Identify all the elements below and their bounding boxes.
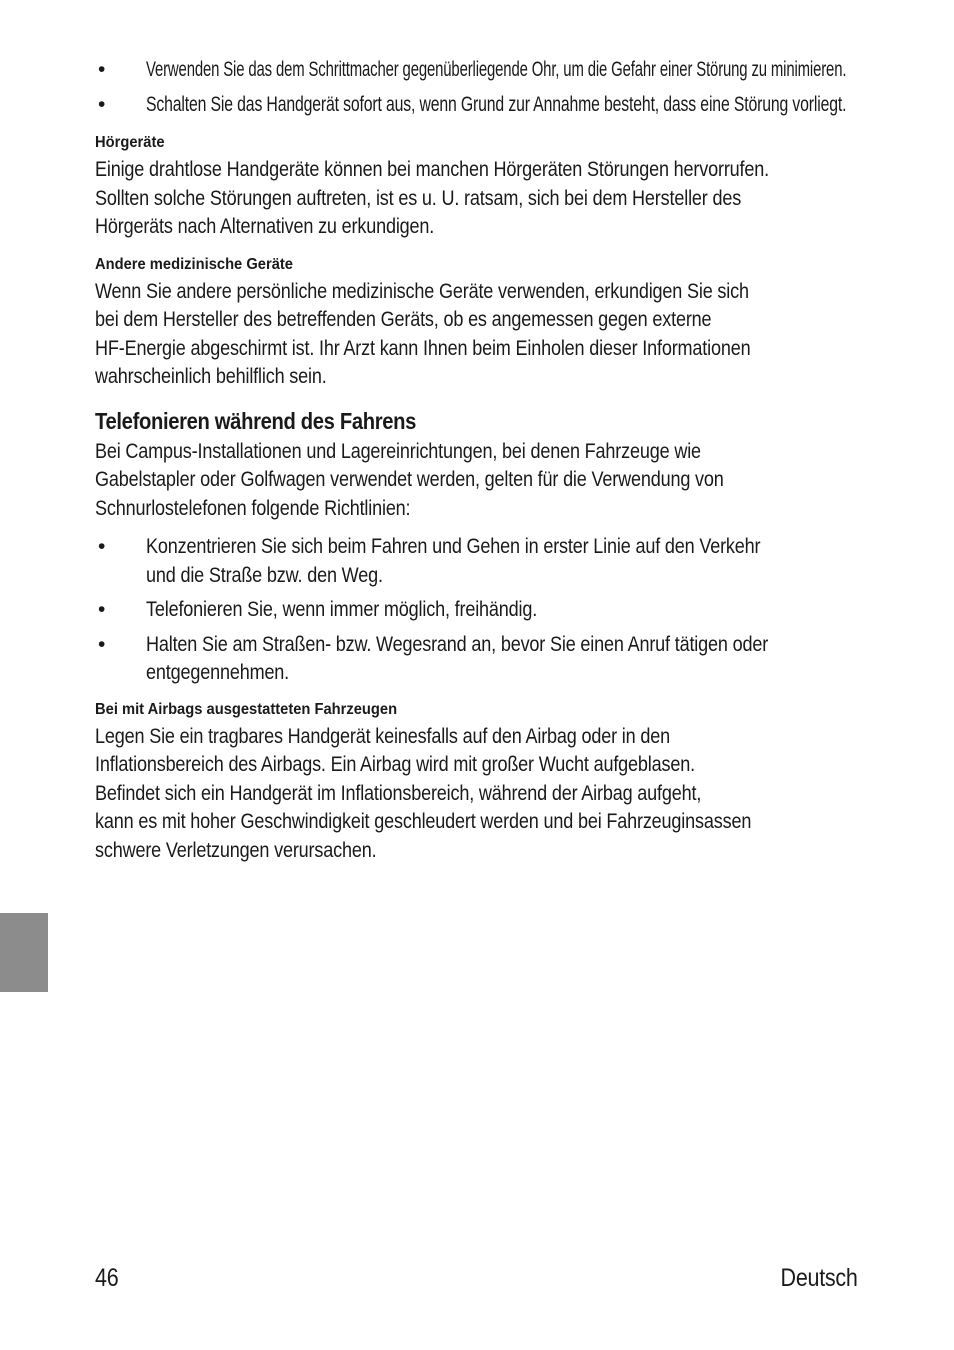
list-item (95, 533, 865, 590)
list-item (95, 91, 865, 120)
paragraph-line: Bei Campus-Installationen und Lagereinrichtungen, bei denen Fahrzeuge wie (95, 439, 701, 463)
airbags-paragraph (95, 723, 865, 866)
paragraph-line: bei dem Hersteller des betreffenden Geräts, ob es angemessen gegen externe (95, 308, 712, 331)
bullet-line: und die Straße bzw. den Weg. (146, 563, 383, 587)
paragraph-line: Einige drahtlose Handgeräte können bei manchen Hörgeräten Störungen hervorrufen. (95, 158, 769, 181)
bullet-symbol: • (98, 535, 106, 558)
page-number: 46 (95, 1264, 119, 1292)
intro-bullet-list (95, 56, 865, 119)
fahren-section-title: Telefonieren während des Fahrens (95, 407, 417, 434)
list-item (95, 596, 865, 625)
paragraph-line: Befindet sich ein Handgerät im Inflationsbereich, während der Airbag aufgeht, (95, 781, 702, 805)
chapter-side-tab (0, 913, 48, 992)
footer-language: Deutsch (780, 1264, 858, 1292)
paragraph-line: Sollten solche Störungen auftreten, ist es u. U. ratsam, sich bei dem Hersteller des (95, 186, 742, 210)
bullet-symbol: • (98, 92, 106, 116)
list-item (95, 56, 865, 85)
paragraph-line: wahrscheinlich behilflich sein. (95, 365, 327, 388)
bullet-line: Halten Sie am Straßen- bzw. Wegesrand an, bevor Sie einen Anruf tätigen oder (146, 632, 769, 656)
bullet-line: Konzentrieren Sie sich beim Fahren und Gehen in erster Linie auf den Verkehr (146, 535, 761, 558)
hoergeraete-heading: Hörgeräte (95, 134, 165, 151)
paragraph-line: HF-Energie abgeschirmt ist. Ihr Arzt kann Ihnen beim Einholen dieser Informationen (95, 336, 751, 360)
intro-bullet-text: Schalten Sie das Handgerät sofort aus, wenn Grund zur Annahme besteht, dass eine Störung vorliegt. (146, 92, 847, 116)
bullet-line: Telefonieren Sie, wenn immer möglich, freihändig. (146, 598, 538, 621)
andere-geraete-paragraph (95, 278, 865, 392)
paragraph-line: kann es mit hoher Geschwindigkeit geschleudert werden und bei Fahrzeuginsassen (95, 810, 752, 833)
intro-bullet-text: Verwenden Sie das dem Schrittmacher gegenüberliegende Ohr, um die Gefahr einer Störung zu minimieren. (146, 58, 847, 81)
hoergeraete-paragraph (95, 156, 865, 242)
bullet-symbol: • (98, 58, 106, 81)
paragraph-line: Hörgeräts nach Alternativen zu erkundigen. (95, 215, 435, 238)
paragraph-line: schwere Verletzungen verursachen. (95, 838, 377, 862)
paragraph-line: Inflationsbereich des Airbags. Ein Airbag wird mit großer Wucht aufgeblasen. (95, 753, 695, 776)
andere-geraete-heading: Andere medizinische Geräte (95, 255, 293, 273)
paragraph-line: Gabelstapler oder Golfwagen verwendet werden, gelten für die Verwendung von (95, 468, 724, 491)
paragraph-line: Wenn Sie andere persönliche medizinische Geräte verwenden, erkundigen Sie sich (95, 279, 749, 303)
paragraph-line: Schnurlostelefonen folgende Richtlinien: (95, 496, 411, 520)
bullet-line: entgegennehmen. (146, 661, 290, 684)
page-body (95, 56, 865, 865)
list-item (95, 631, 865, 688)
bullet-symbol: • (98, 598, 106, 621)
fahren-paragraph (95, 438, 865, 524)
paragraph-line: Legen Sie ein tragbares Handgerät keinesfalls auf den Airbag oder in den (95, 724, 670, 748)
fahren-bullet-list (95, 533, 865, 688)
bullet-symbol: • (98, 632, 106, 656)
airbags-heading: Bei mit Airbags ausgestatteten Fahrzeugen (95, 700, 398, 718)
